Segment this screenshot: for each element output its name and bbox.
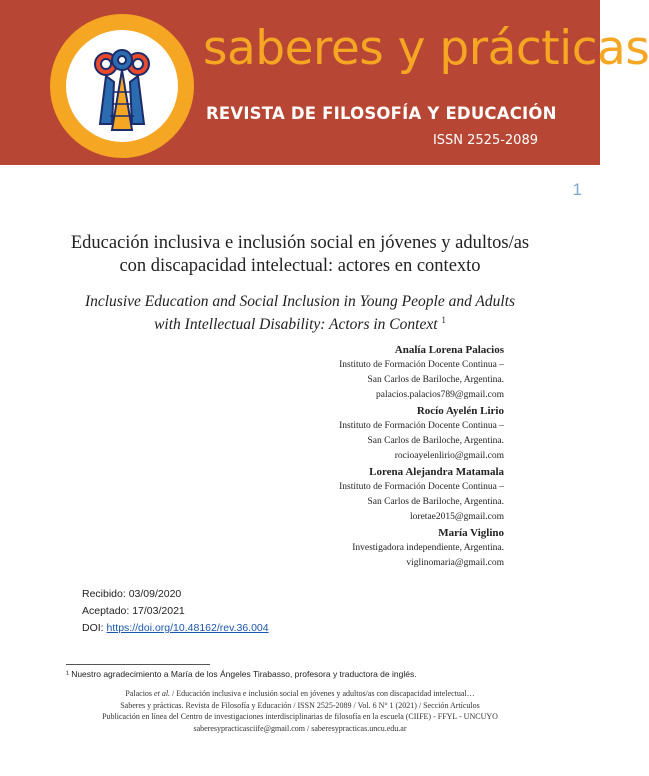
- doi-label: DOI:: [82, 622, 104, 634]
- title-en-line-2-wrap: [60, 311, 540, 334]
- author-affiliation: Investigadora independiente, Argentina.: [352, 543, 504, 553]
- author-affiliation: San Carlos de Bariloche, Argentina.: [367, 497, 504, 507]
- title-en-line-2: with Intellectual Disability: Actors in Context: [154, 316, 438, 334]
- author-email[interactable]: loretae2015@gmail.com: [410, 512, 504, 522]
- author-name: Lorena Alejandra Matamala: [369, 466, 504, 478]
- author-list: [204, 342, 504, 571]
- author-affiliation: San Carlos de Bariloche, Argentina.: [367, 375, 504, 385]
- footer-publisher-line: Publicación en línea del Centro de investigaciones interdisciplinarias de filosofía en la escuela (CIIFE) - FFYL - UNCUYO: [102, 712, 498, 721]
- author-email[interactable]: palacios.palacios789@gmail.com: [376, 390, 504, 400]
- author-name: María Viglino: [438, 527, 504, 539]
- page-number: 1: [572, 180, 582, 199]
- received-date: Recibido: 03/09/2020: [82, 588, 182, 600]
- page-footer: [40, 688, 560, 734]
- footer-etal: et al.: [154, 689, 171, 698]
- journal-header-banner: [0, 0, 649, 165]
- footnote-divider: [66, 664, 210, 665]
- author-affiliation: San Carlos de Bariloche, Argentina.: [367, 436, 504, 446]
- footer-journal-line: Saberes y prácticas. Revista de Filosofía y Educación / ISSN 2525-2089 / Vol. 6 N° 1 (2021) / Sección Artículos: [120, 700, 480, 710]
- journal-title: saberes y prácticas: [203, 21, 649, 76]
- journal-logo-icon: [48, 12, 196, 160]
- footer-citation: / Educación inclusiva e inclusión social en jóvenes y adultos/as con discapacidad intelectual…: [172, 689, 475, 698]
- journal-issn: ISSN 2525-2089: [432, 133, 538, 148]
- footer-author: Palacios: [125, 689, 153, 698]
- article-dates: [82, 586, 269, 637]
- journal-subtitle: REVISTA DE FILOSOFÍA Y EDUCACIÓN: [206, 104, 557, 123]
- author-email[interactable]: rocioayelenlirio@gmail.com: [394, 451, 504, 461]
- footnote-text: ¹ Nuestro agradecimiento a María de los Ángeles Tirabasso, profesora y traductora de inglés.: [66, 669, 417, 679]
- doi-row: [82, 620, 269, 637]
- footer-citation-line: [40, 688, 560, 700]
- article-title-spanish: [60, 232, 540, 278]
- author-affiliation: Instituto de Formación Docente Continua –: [339, 482, 504, 492]
- author-affiliation: Instituto de Formación Docente Continua –: [339, 421, 504, 431]
- author-affiliation: Instituto de Formación Docente Continua –: [339, 360, 504, 370]
- doi-link[interactable]: https://doi.org/10.48162/rev.36.004: [106, 622, 269, 634]
- title-es-line-1: Educación inclusiva e inclusión social en jóvenes y adultos/as: [70, 233, 530, 253]
- footnote-marker[interactable]: 1: [441, 315, 446, 325]
- footer-contact-line[interactable]: saberesypracticasciife@gmail.com / saberesypracticas.uncu.edu.ar: [193, 723, 407, 733]
- article-title-english: [60, 292, 540, 334]
- author-name: Rocío Ayelén Lirio: [416, 405, 504, 417]
- title-es-line-2: con discapacidad intelectual: actores en contexto: [119, 256, 481, 276]
- accepted-date: Aceptado: 17/03/2021: [82, 605, 185, 617]
- author-name: Analía Lorena Palacios: [394, 344, 504, 356]
- title-en-line-1: Inclusive Education and Social Inclusion in Young People and Adults: [84, 293, 516, 310]
- author-email[interactable]: viglinomaria@gmail.com: [406, 558, 504, 568]
